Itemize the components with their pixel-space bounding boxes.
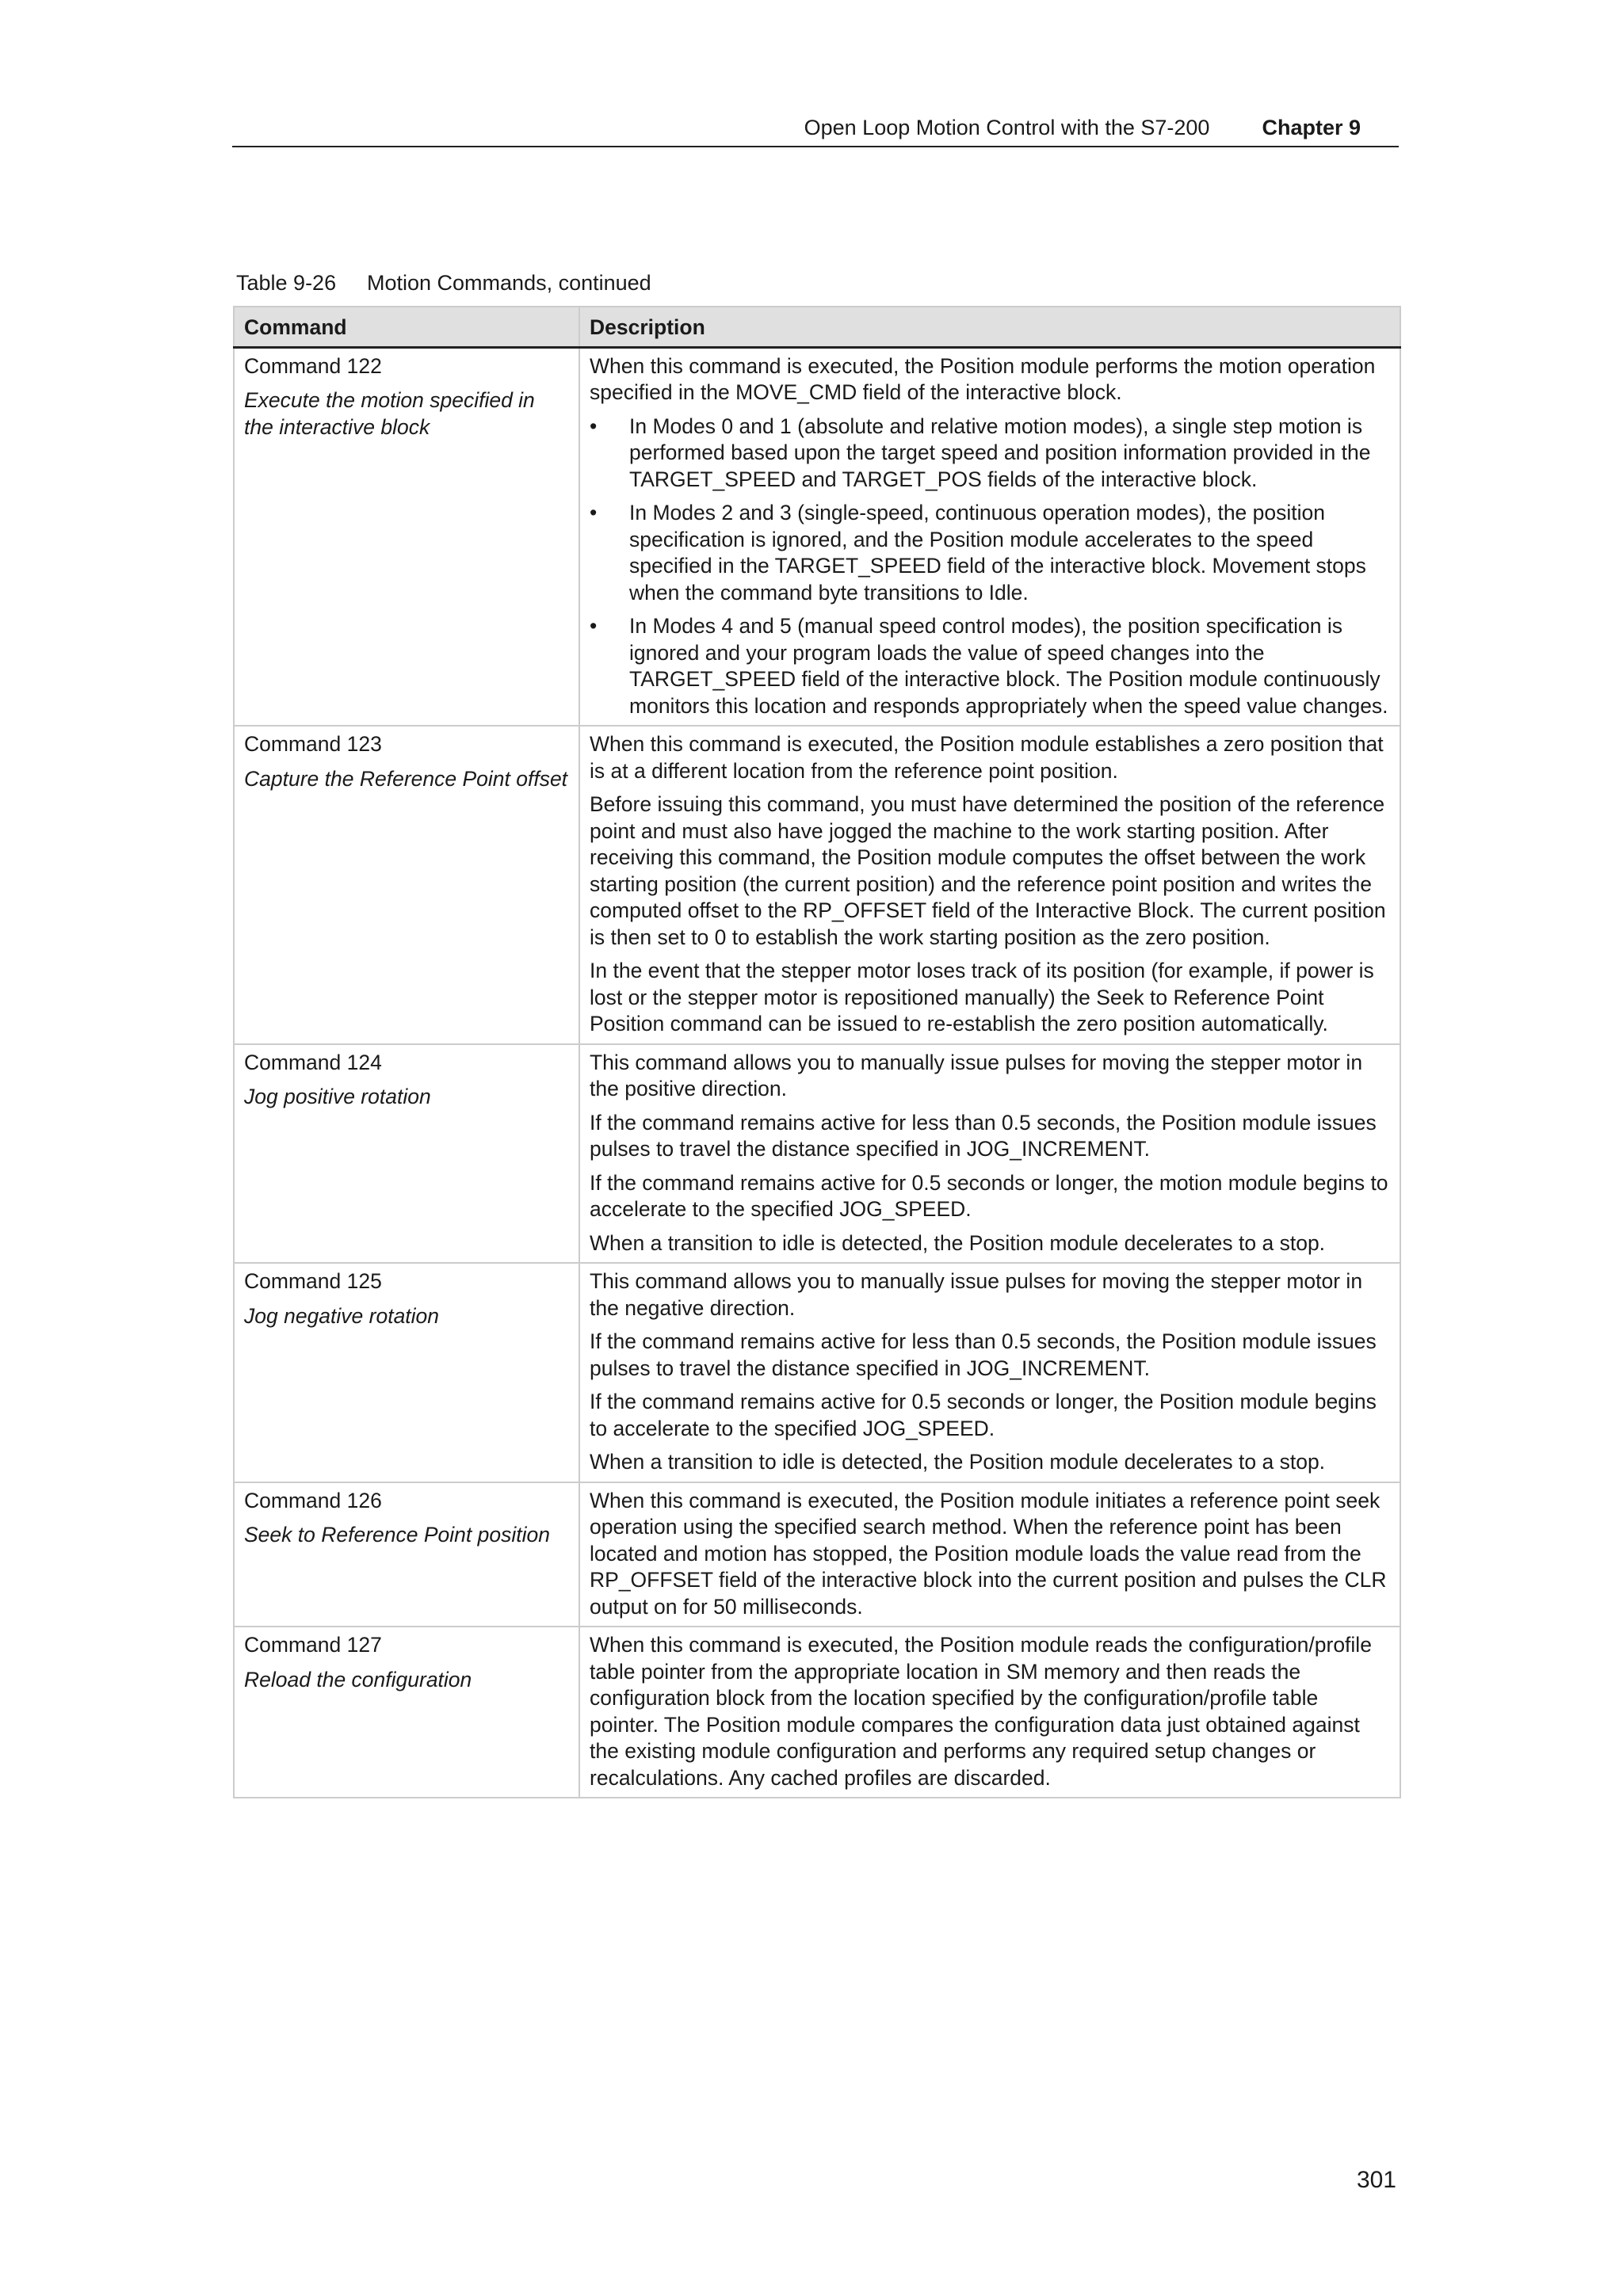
command-summary: Jog negative rotation [244,1303,440,1328]
command-summary: Capture the Reference Point offset [244,766,568,791]
table-row [234,1044,1400,1264]
description-cell [579,1482,1400,1627]
bullet-icon: • [590,614,598,638]
description-cell [579,726,1400,1044]
command-name: Command 122 [244,353,382,378]
command-summary: Seek to Reference Point position [244,1523,550,1547]
table-caption [236,271,651,296]
list-item [590,613,1390,719]
page-number: 301 [1356,2167,1396,2193]
description-paragraph: If the command remains active for 0.5 seconds or longer, the Position module begins to accelerate to the specified JOG_SPEED. [590,1390,1377,1440]
command-name: Command 124 [244,1050,382,1074]
list-item-text: In Modes 4 and 5 (manual speed control modes), the position specification is ignored and your program loads the value of speed changes into the TARGET_SPEED field of the interactive block. The Position module continuously monitors this location and responds appropriately when the speed value changes. [629,614,1388,718]
description-paragraph: When this command is executed, the Position module establishes a zero position that is at a different location from the reference point position. [590,732,1384,783]
description-cell [579,1627,1400,1798]
table-row [234,1263,1400,1482]
bullet-list [590,414,1390,720]
description-paragraph: If the command remains active for less than 0.5 seconds, the Position module issues pulses to travel the distance specified in JOG_INCREMENT. [590,1110,1377,1161]
column-header-description: Description [579,307,1400,347]
bullet-icon: • [590,414,598,438]
table-row [234,1482,1400,1627]
description-cell [579,1263,1400,1482]
description-paragraph: When this command is executed, the Position module initiates a reference point seek operation using the specified search method. When the reference point has been located and motion has stopped, the Position module loads the value read from the RP_OFFSET field of the interactive block into the current position and pulses the CLR output on for 50 milliseconds. [590,1488,1387,1619]
list-item [590,500,1390,606]
description-paragraph: This command allows you to manually issue pulses for moving the stepper motor in the negative direction. [590,1269,1363,1320]
command-summary: Reload the configuration [244,1667,472,1691]
command-name: Command 125 [244,1269,382,1293]
table-header-row [234,307,1400,347]
command-summary: Execute the motion specified in the interactive block [244,388,535,439]
description-paragraph: This command allows you to manually issue pulses for moving the stepper motor in the positive direction. [590,1050,1363,1100]
description-paragraph: When this command is executed, the Position module reads the configuration/profile table pointer from the appropriate location in SM memory and then reads the configuration block from the location specified by the configuration/profile table pointer. The Position module compares the configuration data just obtained against the existing module configuration and performs any required setup changes or recalculations. Any cached profiles are discarded. [590,1633,1372,1790]
running-header [232,116,1399,147]
description-paragraph: When a transition to idle is detected, the Position module decelerates to a stop. [590,1230,1326,1255]
command-summary: Jog positive rotation [244,1085,431,1108]
column-header-command: Command [234,307,579,347]
bullet-icon: • [590,501,598,524]
table-row [234,1627,1400,1798]
description-paragraph: If the command remains active for less than 0.5 seconds, the Position module issues pulses to travel the distance specified in JOG_INCREMENT. [590,1329,1377,1380]
list-item-text: In Modes 0 and 1 (absolute and relative motion modes), a single step motion is performed based upon the target speed and position information provided in the TARGET_SPEED and TARGET_POS fields of the interactive block. [629,414,1371,491]
table-number: Table 9-26 [236,271,337,295]
list-item-text: In Modes 2 and 3 (single-speed, continuous operation modes), the position specification is ignored, and the Position module accelerates to the speed specified in the TARGET_SPEED field of the interactive block. Movement stops when the command byte transitions to Idle. [629,501,1366,605]
command-name: Command 127 [244,1633,382,1657]
command-cell [234,1044,579,1264]
description-cell [579,347,1400,726]
description-paragraph: When a transition to idle is detected, the Position module decelerates to a stop. [590,1450,1326,1474]
command-cell [234,1263,579,1482]
description-paragraph: When this command is executed, the Position module performs the motion operation specified in the MOVE_CMD field of the interactive block. [590,353,1376,404]
description-cell [579,1044,1400,1264]
command-name: Command 123 [244,732,382,756]
command-cell [234,1627,579,1798]
description-paragraph: Before issuing this command, you must have determined the position of the reference point and must also have jogged the machine to the work starting position. After receiving this command, the Position module computes the offset between the work starting position (the current position) and the reference point position and writes the computed offset to the RP_OFFSET field of the Interactive Block. The current position is then set to 0 to establish the work starting position as the zero position. [590,792,1386,949]
command-cell [234,726,579,1044]
table-row [234,347,1400,726]
command-cell [234,347,579,726]
command-cell [234,1482,579,1627]
description-paragraph: If the command remains active for 0.5 seconds or longer, the motion module begins to accelerate to the specified JOG_SPEED. [590,1170,1388,1221]
motion-commands-table [233,306,1401,1798]
list-item [590,414,1390,494]
description-paragraph: In the event that the stepper motor loses track of its position (for example, if power is lost or the stepper motor is repositioned manually) the Seek to Reference Point Position command can be issued to re-establish the zero position automatically. [590,959,1374,1035]
table-caption-text: Motion Commands, continued [367,271,651,295]
header-chapter: Chapter 9 [1262,116,1361,139]
header-title: Open Loop Motion Control with the S7-200 [804,116,1210,139]
table-row [234,726,1400,1044]
command-name: Command 126 [244,1488,382,1512]
